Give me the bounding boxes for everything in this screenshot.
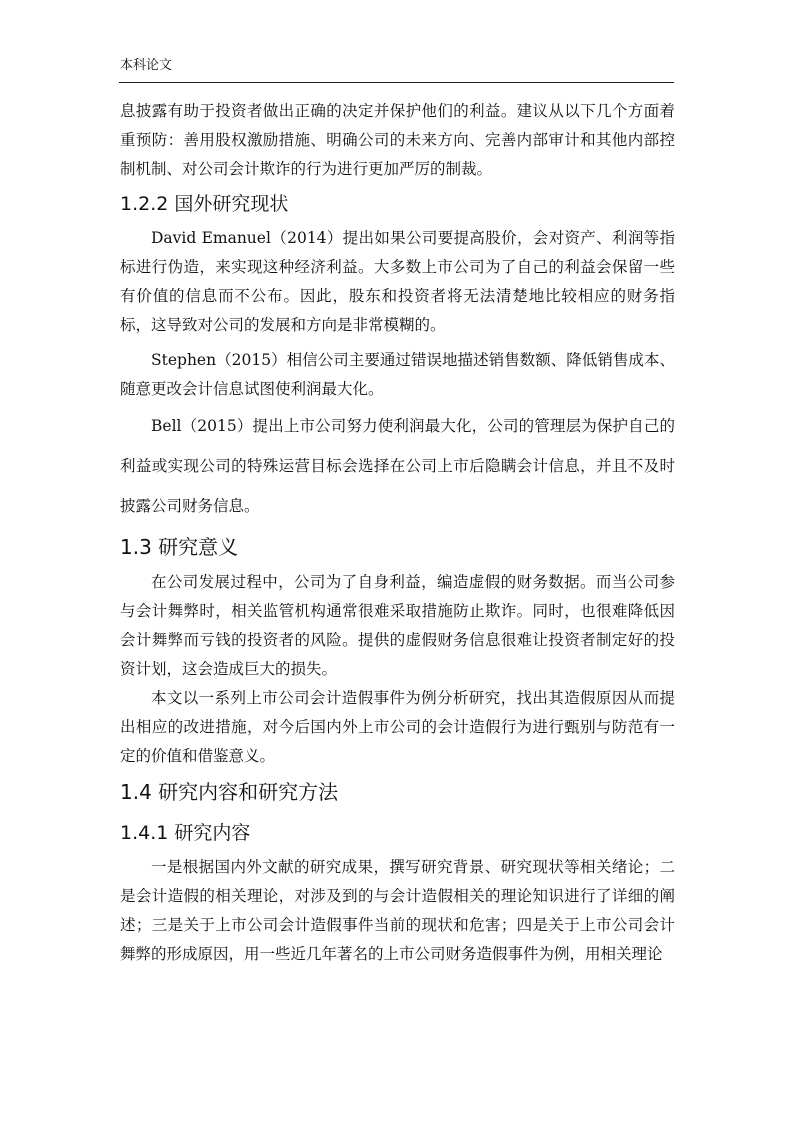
heading-research-significance: 1.3 研究意义 <box>120 535 239 559</box>
heading-content-and-methods: 1.4 研究内容和研究方法 <box>120 780 339 804</box>
paragraph-research-content: 一是根据国内外文献的研究成果，撰写研究背景、研究现状等相关绪论；二是会计造假的相关理论，对涉及到的与会计造假相关的理论知识进行了详细的阐述；三是关于上市公司会计造假事件当前的现状和危害；四是关于上市公司会计舞弊的形成原因，用一些近几年著名的上市公司财务造假事件为例，用相关理论 <box>120 858 675 963</box>
paragraph-bell: Bell（2015）提出上市公司努力使利润最大化，公司的管理层为保护自己的利益或实现公司的特殊运营目标会选择在公司上市后隐瞒会计信息，并且不及时披露公司财务信息。 <box>120 417 675 515</box>
header-rule <box>119 82 674 83</box>
heading-foreign-research: 1.2.2 国外研究现状 <box>120 193 289 215</box>
document-body <box>120 97 675 969</box>
paragraph-significance-2: 本文以一系列上市公司会计造假事件为例分析研究，找出其造假原因从而提出相应的改进措施，对今后国内外上市公司的会计造假行为进行甄别与防范有一定的价值和借鉴意义。 <box>120 689 675 765</box>
paragraph-continued: 息披露有助于投资者做出正确的决定并保护他们的利益。建议从以下几个方面着重预防：善用股权激励措施、明确公司的未来方向、完善内部审计和其他内部控制机制、对公司会计欺诈的行为进行更加严厉的制裁。 <box>120 102 675 178</box>
paragraph-david-emanuel: David Emanuel（2014）提出如果公司要提高股价，会对资产、利润等指标进行伪造，来实现这种经济利益。大多数上市公司为了自己的利益会保留一些有价值的信息而不公布。因此，股东和投资者将无法清楚地比较相应的财务指标，这导致对公司的发展和方向是非常模糊的。 <box>120 229 675 334</box>
paragraph-significance-1: 在公司发展过程中，公司为了自身利益，编造虚假的财务数据。而当公司参与会计舞弊时，相关监管机构通常很难采取措施防止欺诈。同时，也很难降低因会计舞弊而亏钱的投资者的风险。提供的虚假财务信息很难让投资者制定好的投资计划，这会造成巨大的损失。 <box>120 573 675 678</box>
paragraph-stephen: Stephen（2015）相信公司主要通过错误地描述销售数额、降低销售成本、随意更改会计信息试图使利润最大化。 <box>120 351 675 398</box>
page-header: 本科论文 <box>120 58 173 73</box>
heading-research-content: 1.4.1 研究内容 <box>120 822 251 844</box>
